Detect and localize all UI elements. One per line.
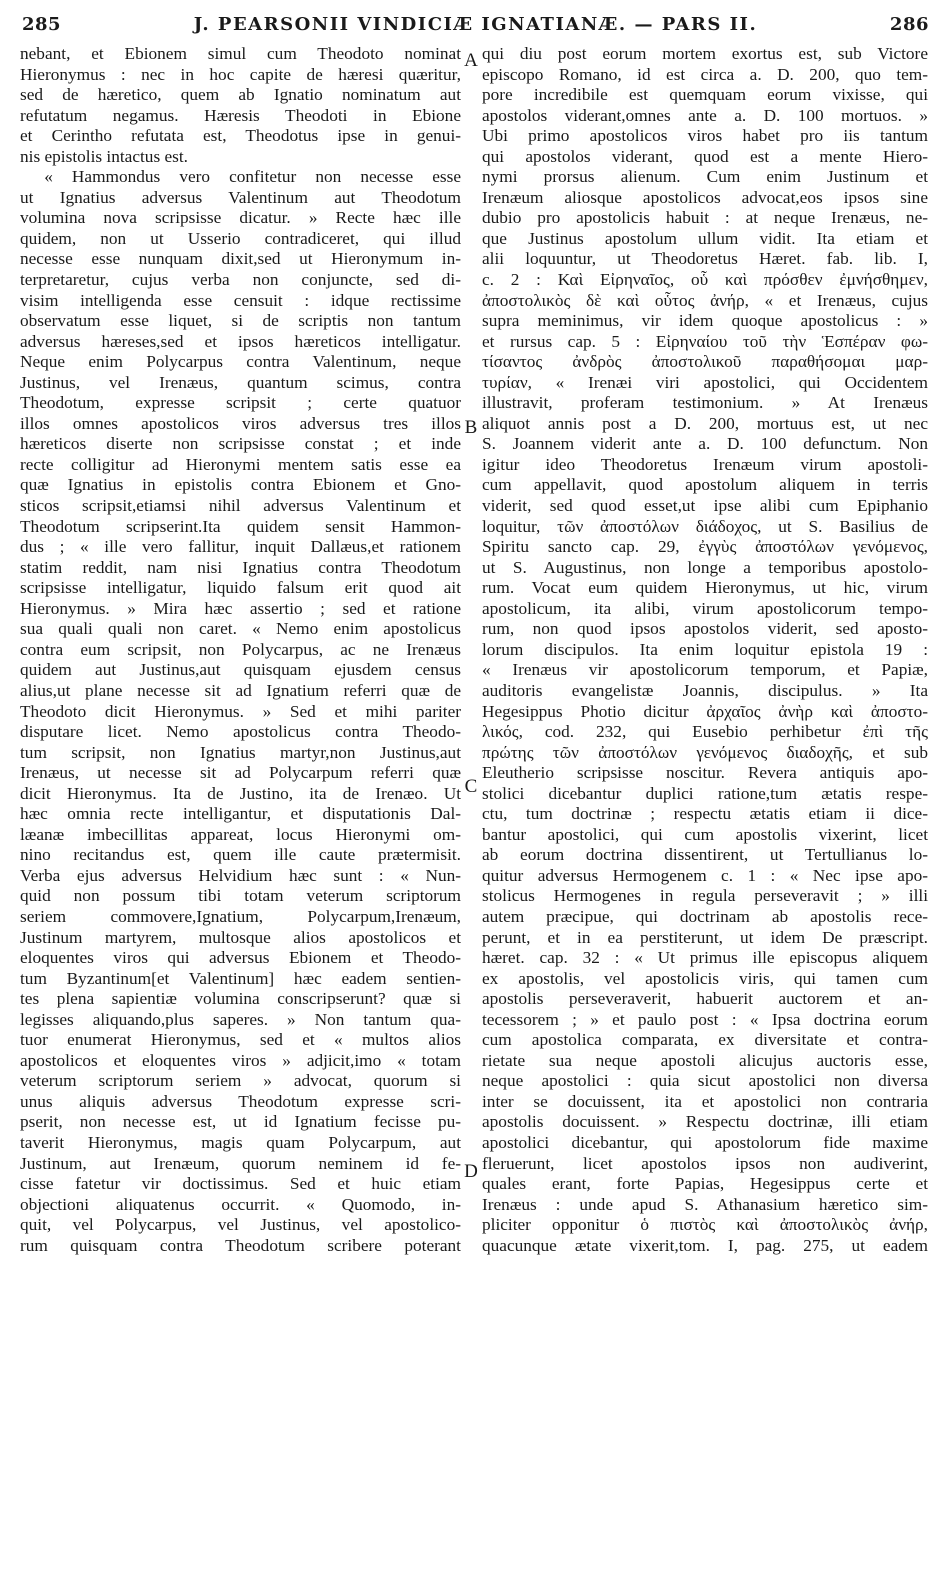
text-line: quid non possum tibi totam veterum scriptorum: [20, 886, 461, 906]
text-line: cisse fatetur vir doctissimus. Sed et huic etiam: [20, 1174, 461, 1194]
text-line: Ubi primo apostolicos viros habet pro iis tantum: [482, 126, 928, 146]
text-line: sticos scripsit,etiamsi nihil adversus Valentinum et: [20, 496, 461, 516]
text-line: aliquot annis post a D. 200, mortuus est, ut nec: [482, 413, 928, 433]
text-line: pore incredibile est quemquam eorum vixisse, qui: [482, 85, 928, 105]
text-line: Irenæus, ut necesse sit ad Polycarpum referri quæ: [20, 763, 461, 783]
text-line: necesse esse nunquam dixit,sed ut Hieronymum in-: [20, 249, 461, 269]
text-line: rum, non quod ipsos apostolos viderit, sed aposto-: [482, 619, 928, 639]
section-marker-b: B: [464, 417, 478, 438]
text-line: Hieronymus. » Mira hæc assertio ; sed et ratione: [20, 598, 461, 618]
text-line: refutatum negamus. Hæresis Theodoti in Ebione: [20, 105, 461, 125]
text-line: viderit, sed quod esset,ut ipse alibi cum Epiphanio: [482, 496, 928, 516]
text-line: Theodotum scripserint.Ita quidem sensit Hammon-: [20, 516, 461, 536]
text-line: sed de hæretico, quem ab Ignatio nominatum aut: [20, 85, 461, 105]
text-line: seriem commovere,Ignatium, Polycarpum,Irenæum,: [20, 906, 461, 926]
text-line: nebant, et Ebionem simul cum Theodoto nominat: [20, 44, 461, 63]
text-line: ut Ignatius adversus Valentinum aut Theodotum: [20, 187, 461, 207]
text-line: stolicus Hermogenes in regula perseveravit ; » illi: [482, 886, 928, 906]
text-line: dus ; « ille vero fallitur, inquit Dallæus,et rationem: [20, 537, 461, 557]
right-column: [482, 44, 928, 1256]
text-line: ab eorum doctrina dissentirent, ut Tertullianus lo-: [482, 845, 928, 865]
text-line: ut S. Augustinus, non longe a temporibus apostolo-: [482, 557, 928, 577]
text-line: igitur ideo Theodoretus Irenæum virum apostoli-: [482, 454, 928, 474]
text-line: sua quali quali non caret. « Nemo enim apostolicus: [20, 619, 461, 639]
text-line: nino recitandus est, quem ille caute prætermisit.: [20, 845, 461, 865]
text-line: fleruerunt, licet apostolos ipsos non audiverint,: [482, 1153, 928, 1173]
text-line: tum Byzantinum[et Valentinum] hæc eadem sentien-: [20, 968, 461, 988]
text-line: volumina nova scripsisse dicatur. » Recte hæc ille: [20, 208, 461, 228]
text-line: ctu, tum doctrinæ ; respectu ætatis etiam ii dice-: [482, 804, 928, 824]
text-line: Hegesippus Photio dicitur ἀρχαῖος ἀνὴρ καὶ ἀποστο-: [482, 701, 928, 721]
text-line: læanæ imbecillitas appareat, locus Hieronymi om-: [20, 824, 461, 844]
text-line: Theodoto dicit Hieronymus. » Sed et mihi pariter: [20, 701, 461, 721]
text-line: dicit Hieronymus. Ita de Justino, ita de Irenæo. Ut: [20, 783, 461, 803]
text-line: stolici dicebantur duplici ratione,tum ætatis respe-: [482, 783, 928, 803]
page-number-right: 286: [889, 14, 929, 35]
text-line: qui diu post eorum mortem exortus est, sub Victore: [482, 44, 928, 63]
text-line: autem præcipue, qui doctrinam ab apostolis rece-: [482, 906, 928, 926]
text-line: eloquentes viros qui adversus Ebionem et Theodo-: [20, 948, 461, 968]
text-line: λικός, cod. 232, qui Eusebio perhibetur ἐπὶ τῆς: [482, 722, 928, 742]
text-line: « Irenæus vir apostolicorum temporum, et Papiæ,: [482, 660, 928, 680]
text-line: τίσαντος ἀνδρὸς ἀποστολικοῦ παραθήσομαι μαρ-: [482, 352, 928, 372]
section-marker-a: A: [464, 50, 478, 71]
text-line: alius,ut plane necesse sit ad Ignatium referri quæ de: [20, 680, 461, 700]
text-line: Verba ejus adversus Helvidium hæc sunt : « Nun-: [20, 865, 461, 885]
text-line: dubio pro apostolicis habuit : at neque Irenæus, ne-: [482, 208, 928, 228]
text-line: cum appellavit, quod apostolum aliquem in terris: [482, 475, 928, 495]
text-line: apostolicos et eloquentes viros » adjicit,imo « totam: [20, 1050, 461, 1070]
text-line: tecessorem ; » et paulo post : « Ipsa doctrina eorum: [482, 1009, 928, 1029]
text-line: c. 2 : Καὶ Εἰρηναῖος, οὗ καὶ πρόσθεν ἐμνήσθημεν,: [482, 270, 928, 290]
text-line: et Cerintho refutata est, Theodotus ipse in genui-: [20, 126, 461, 146]
text-line: apostolis docuissent. » Respectu doctrinæ, illi etiam: [482, 1112, 928, 1132]
text-line: tes plena sapientiæ volumina conscripserunt? quæ si: [20, 989, 461, 1009]
text-line: taverit Hieronymus, magis quam Polycarpum, aut: [20, 1132, 461, 1152]
text-line: statim reddit, nam nisi Ignatius contra Theodotum: [20, 557, 461, 577]
running-header: [22, 4, 929, 40]
section-marker-d: D: [464, 1161, 478, 1182]
text-line: Justinum, aut Irenæum, quorum neminem id fe-: [20, 1153, 461, 1173]
text-line: legisses aliquando,plus saperes. » Non tantum qua-: [20, 1009, 461, 1029]
text-line: tum scripsit, non Ignatius martyr,non Justinus,aut: [20, 742, 461, 762]
text-line: loquitur, τῶν ἀποστόλων διάδοχος, ut S. Basilius de: [482, 516, 928, 536]
text-line: Neque enim Polycarpus contra Valentinum, neque: [20, 352, 461, 372]
text-line: Justinum martyrem, multosque alios apostolicos et: [20, 927, 461, 947]
text-line: perunt, et in ea perstiterunt, ut idem De præscript.: [482, 927, 928, 947]
text-line: recte colligitur ad Hieronymi mentem satis esse ea: [20, 454, 461, 474]
text-line: tuor enumerat Hieronymus, sed et « multos alios: [20, 1030, 461, 1050]
running-title: J. PEARSONII VINDICIÆ IGNATIANÆ. — PARS II.: [193, 14, 758, 35]
text-line: cum apostolica comparata, ex diversitate et contra-: [482, 1030, 928, 1050]
text-line: nis epistolis intactus est.: [20, 146, 189, 166]
text-line: lorum discipulos. Ita enim loquitur epistola 19 :: [482, 639, 928, 659]
text-line: illos omnes apostolicos viros adversus tres illos: [20, 413, 461, 433]
text-line: Spiritu sancto cap. 29, ἐγγὺς ἀποστόλων γενόμενος,: [482, 537, 928, 557]
text-line: Hieronymus : nec in hoc capite de hæresi quæritur,: [20, 64, 461, 84]
text-line: hæret. cap. 32 : « Ut primus ille episcopus aliquem: [482, 948, 928, 968]
text-line: S. Joannem viderit ante a. D. 100 defunctum. Non: [482, 434, 928, 454]
text-line: disputare licet. Nemo apostolicus contra Theodo-: [20, 722, 461, 742]
text-line: pliciter opponitur ὁ πιστὸς καὶ ἀποστολικὸς ἀνήρ,: [482, 1215, 928, 1235]
section-marker-c: C: [464, 776, 478, 797]
text-line: inter se docuissent, ita et apostolici non contraria: [482, 1091, 928, 1111]
text-line: adversus hæreses,sed et ipsos hæreticos intelligatur.: [20, 331, 461, 351]
text-line: rietate sua neque apostoli alicujus auctoris esse,: [482, 1050, 928, 1070]
text-line: Irenæum aliosque apostolicos advocat,eos ipsos sine: [482, 187, 928, 207]
text-line: illustravit, proferam testimonium. » At Irenæus: [482, 393, 928, 413]
text-line: ἀποστολικὸς δὲ καὶ οὗτος ἀνήρ, « et Irenæus, cujus: [482, 290, 928, 310]
text-line: scripsisse intelligatur, liquido falsum erit quod ait: [20, 578, 461, 598]
text-line: Theodotum, expresse scripsit ; certe quatuor: [20, 393, 461, 413]
text-line: ex apostolis, vel apostolicis viris, qui tamen cum: [482, 968, 928, 988]
left-column: [20, 44, 461, 1256]
text-line: que Justinus apostolum ullum vidit. Ita etiam et: [482, 228, 928, 248]
text-line: apostolicum, ita alibi, virum apostolicorum tempo-: [482, 598, 928, 618]
text-line: quidem, non ut Usserio contradiceret, qui illud: [20, 228, 461, 248]
text-line: « Hammondus vero confitetur non necesse esse: [44, 167, 461, 187]
text-line: nymi prorsus alienum. Cum enim Justinum et: [482, 167, 928, 187]
text-line: Justinus, vel Irenæus, quantum scimus, contra: [20, 372, 461, 392]
page-number-left: 285: [22, 14, 62, 35]
text-line: pserit, non necesse est, ut id Ignatium fecisse pu-: [20, 1112, 461, 1132]
text-line: neque apostolici : quia sicut apostolici non diversa: [482, 1071, 928, 1091]
text-line: unus aliquis adversus Theodotum expresse scri-: [20, 1091, 461, 1111]
text-line: rum quisquam contra Theodotum scribere poterant: [20, 1235, 461, 1255]
text-line: objectioni aliquatenus occurrit. « Quomodo, in-: [20, 1194, 461, 1214]
text-line: contra eum scripsit, non Polycarpus, ac ne Irenæus: [20, 639, 461, 659]
text-line: apostolos viderant,omnes ante a. D. 100 mortuos. »: [482, 105, 928, 125]
text-line: quidem aut Justinus,aut quisquam ejusdem census: [20, 660, 461, 680]
text-line: alii loquuntur, ut Theodoretus Hæret. fab. lib. I,: [482, 249, 928, 269]
text-line: quæ Ignatius in epistolis contra Ebionem et Gno-: [20, 475, 461, 495]
text-line: qui apostolos viderant, quod est a mente Hiero-: [482, 146, 928, 166]
text-line: veterum scriptorum seriem » advocat, quorum si: [20, 1071, 461, 1091]
text-line: quales erant, forte Papias, Hegesippus certe et: [482, 1174, 928, 1194]
text-line: episcopo Romano, id est circa a. D. 200, quo tem-: [482, 64, 928, 84]
text-line: terpretaretur, cujus verba non conjuncte, sed di-: [20, 270, 461, 290]
text-line: auditoris evangelistæ Joannis, discipulus. » Ita: [482, 680, 928, 700]
text-line: bantur apostolici, qui cum apostolis vixerint, licet: [482, 824, 928, 844]
text-line: supra meminimus, vir idem quoque apostolicus : »: [482, 311, 928, 331]
text-line: apostolis perseveraverit, habuerit auctorem et an-: [482, 989, 928, 1009]
text-line: τυρίαν, « Irenæi viri apostolici, qui Occidentem: [482, 372, 928, 392]
text-line: hæreticos diserte non scripsisse constat ; et inde: [20, 434, 461, 454]
text-line: observatum esse liquet, si de scriptis non tantum: [20, 311, 461, 331]
text-line: rum. Vocat eum quidem Hieronymus, ut hic, virum: [482, 578, 928, 598]
text-line: Eleutherio scripsisse noscitur. Revera antiquis apo-: [482, 763, 928, 783]
text-line: Irenæus : unde apud S. Athanasium hæretico sim-: [482, 1194, 928, 1214]
text-line: hæc omnia recte intelligantur, et disputationis Dal-: [20, 804, 461, 824]
text-line: quacunque ætate vixerit,tom. I, pag. 275, ut eadem: [482, 1235, 928, 1255]
text-line: quit, vel Polycarpus, vel Justinus, vel apostolico-: [20, 1215, 461, 1235]
text-line: et rursus cap. 5 : Εἰρηναίου τοῦ τὴν Ἑσπέραν φω-: [482, 331, 928, 351]
text-line: quitur adversus Hermogenem c. 1 : « Nec ipse apo-: [482, 865, 928, 885]
text-line: visim intelligenda esse censuit : idque rectissime: [20, 290, 461, 310]
text-line: apostolici dicebantur, qui apostolorum fide maxime: [482, 1132, 928, 1152]
text-line: πρώτης τῶν ἀποστόλων γενόμενος διαδοχῆς, et sub: [482, 742, 928, 762]
